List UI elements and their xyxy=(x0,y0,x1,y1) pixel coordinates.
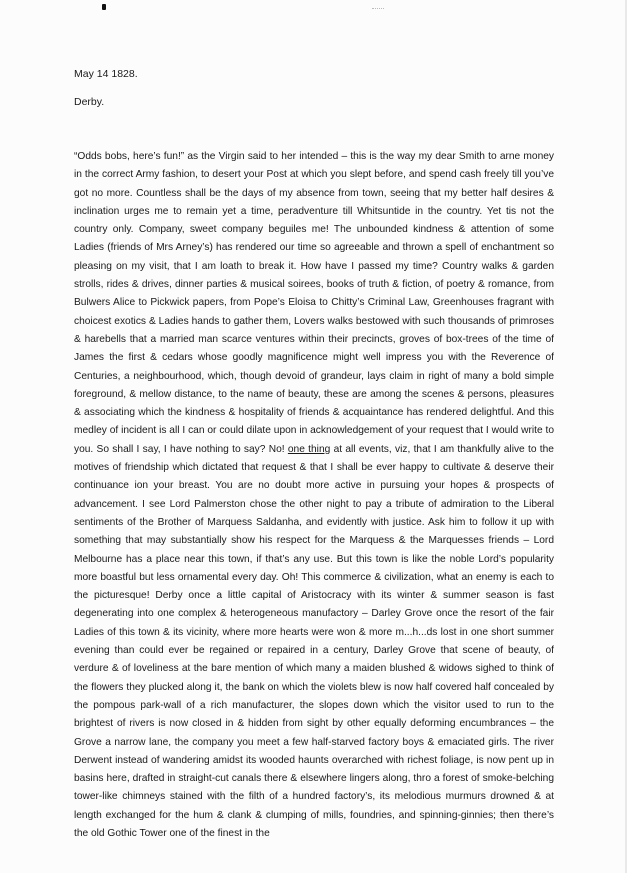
body-text-part-2: at all events, viz, that I am thankfully alive to the motives of friendship which dictated that request & that I shall be ever happy to cultivate & deserve their continuance ion your breast. You are no doubt more active in pursuing your hopes & prospects of advancement. I see Lord Palmerston chose the other night to pay a tribute of admiration to the Liberal sentiments of the Brother of Marquess Saldanha, and evidently with justice. Ask him to follow it up with something that may substantially show his respect for the Marquess & the Marquesses friends – Lord Melbourne has a place near this town, if that’s any use. But this town is like the noble Lord’s popularity more boastful but less ornamental every day. Oh! This commerce & civilization, what an enemy is each to the picturesque! Derby once a little capital of Aristocracy with its winter & summer season is fast degenerating into one complex & heterogeneous manufactory – Darley Grove once the resort of the fair Ladies of this town & its vicinity, where more hearts were won & more m...h...ds lost in one short summer evening than could ever be regained or repaired in a century, Darley Grove that scene of beauty, of verdure & of loveliness at the bare mention of which many a maiden blushed & widows sighed to think of the flowers they plucked along it, the bank on which the violets blew is now half covered half concealed by the pompous park-wall of a rich manufacturer, the slopes down which the visitor used to run to the brightest of rivers is now closed in & hidden from sight by other equally deforming encumbrances – the Grove a narrow lane, the company you meet a few half-starved factory boys & emaciated girls. The river Derwent instead of wandering amidst its wooded haunts overarched with richest foliage, is now pent up in basins here, drafted in straight-cut canals there & elsewhere lingers along, thro a forest of smoke-belching tower-like chimneys stained with the filth of a hundred factory’s, its melodious murmurs drowned & at length exchanged for the hum & clank & clumping of mills, foundries, and spinning-ginnies; then there’s the old Gothic Tower one of the finest in the xyxy=(74,443,554,839)
letter-date: May 14 1828. xyxy=(74,68,138,80)
body-text-part-1: “Odds bobs, here’s fun!” as the Virgin said to her intended – this is the way my dear Smith to arne money in the correct Army fashion, to desert your Post at which you slept before, and spend cash freely till you’ve got no more. Countless shall be the days of my absence from town, seeing that my better half desires & inclination urges me to remain yet a time, peradventure till Whitsuntide in the country. Yet tis not the country only. Company, sweet company beguiles me! The unbounded kindness & attention of some Ladies (friends of Mrs Arney’s) has rendered our time so agreeable and thrown a spell of enchantment so pleasing on my visit, that I am loath to break it. How have I passed my time? Country walks & garden strolls, rides & drives, dinner parties & musical soirees, books of truth & fiction, of poetry & romance, from Bulwers Alice to Pickwick papers, from Pope’s Eloisa to Chitty’s Criminal Law, Greenhouses fragrant with choicest exotics & Ladies hands to gather them, Lovers walks bestowed with such thousands of primroses & harebells that a married man scarce ventures within their precincts, groves of box-trees of the time of James the first & cedars whose goodly magnificence might well impress you with the Reverence of Centuries, a neighbourhood, which, though devoid of grandeur, lays claim in right of many a bold simple foreground, & mellow distance, to the name of beauty, these are among the scenes & persons, pleasures & associating which the kindness & hospitality of friends & acquaintance has rendered delightful. And this medley of incident is all I can or could dilate upon in acknowledgement of your request that I would write to you. So shall I say, I have nothing to say? No! xyxy=(74,151,554,455)
letter-place: Derby. xyxy=(74,96,105,108)
underlined-phrase: one thing xyxy=(287,443,331,455)
letter-paragraph xyxy=(74,148,554,843)
ink-speck xyxy=(102,4,106,10)
faint-mark xyxy=(372,8,384,13)
letter-body xyxy=(74,148,554,843)
